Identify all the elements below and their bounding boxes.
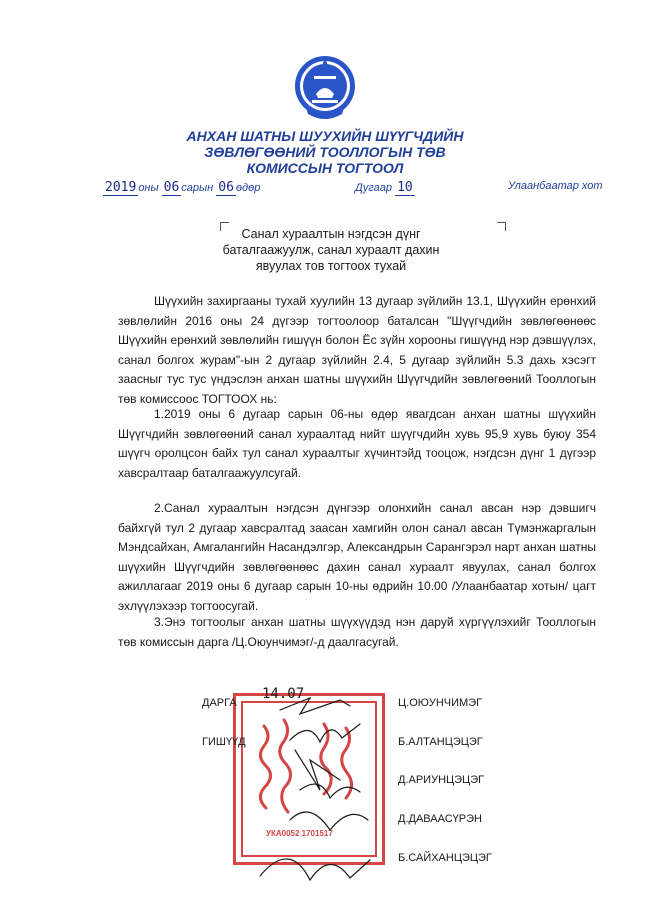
subject [215,226,447,274]
paragraph-item-2: 2.Санал хураалтын нэгдсэн дүнгээр олонхийн санал авсан нэр дэвшигч байхгүй тул 2 дугаар хавсралтад заасан хамгийн олон санал авсан Түмэнжаргалын Мэндсайхан, Амгалангийн Насандэлгэр, Александрын Сарангэрэл нарт анхан шатны шүүхийн Шүүгчдийн зөвлөгөөнөөс дахин санал хураалт явуулах, санал болгох ажиллагааг 2019 оны 6 дугаар сарын 10-ны өдрийн 10.00 /Улаанбаатар хотын/ цагт эхлүүлэхээр тогтоосугай. [118,501,596,613]
date-year: 2019 [105,180,137,195]
signatory-name-2: Б.АЛТАНЦЭЦЭГ [398,736,483,748]
date-day-label: өдөр [235,182,261,194]
paragraph-item-1: 1.2019 оны 6 дугаар сарын 06-ны өдөр явагдсан анхан шатны шүүхийн Шүүгчдийн зөвлөгөөний санал хураалтад нийт шүүгчдийн хувь 95,9 хувь буюу 354 шүүгч оролцсон байх тул санал хураалтыг хүчинтэйд тооцож, нэгдсэн дүнг 1 дүгээр хавсралтаар баталгаажуулсугай. [118,407,596,480]
signatory-name-3: Д.АРИУНЦЭЦЭГ [398,774,485,786]
org-title-line2: ЗӨВЛӨГӨӨНИЙ ТООЛЛОГЫН ТӨВ [204,144,446,160]
subject-line3: явуулах тов тогтоох тухай [255,259,407,273]
stamp-number: УКА0052 1701517 [266,829,333,838]
date-month-label: сарын [181,182,214,194]
org-title-line3: КОМИССЫН ТОГТООЛ [246,160,404,176]
paragraph-preamble: Шүүхийн захиргааны тухай хуулийн 13 дугаар зүйлийн 13.1, Шүүхийн ерөнхий зөвлөлийн 2016 оны 24 дүгээр тогтоолоор баталсан "Шүүгчдийн зөвлөгөөнөөс Шүүхийн ерөнхий зөвлөлийн гишүүн болон Ёс зүйн хорооны гишүүнд нэр дэвшүүлэх, санал болгох журам"-ын 2 дугаар зүйлийн 2.4, 5 дугаар зүйлийн 5.3 дахь хэсэгт заасныг тус тус үндэслэн анхан шатны шүүхийн Шүүгчдийн зөвлөгөөний Тооллогын төв комиссоос ТОГТООХ нь: [118,294,596,406]
chair-handwritten-date: 14.07 [262,686,305,702]
resolution-date [103,180,260,195]
date-year-label: оны [138,182,159,194]
date-day: 06 [218,180,234,195]
subject-line2: баталгаажуулж, санал хураалт дахин [222,243,440,257]
subject-line1: Санал хураалтын нэгдсэн дүнг [241,227,421,241]
handwritten-signatures [250,680,420,900]
org-title-line1: АНХАН ШАТНЫ ШУУХИЙН ШҮҮГЧДИЙН [186,128,464,144]
number-value: 10 [397,180,413,195]
date-month: 06 [163,180,180,195]
chair-role: ДАРГА [202,697,237,709]
resolution-number [355,180,415,195]
subject-bracket-right [497,222,506,231]
city: Улаанбаатар хот [508,180,603,192]
paragraph-item-3: 3.Энэ тогтоолыг анхан шатны шүүхүүдэд нэн даруй хүргүүлэхийг Тооллогын төв комиссын дарга /Ц.Оюунчимэг/-д даалгасугай. [118,615,596,649]
state-emblem-icon [292,48,358,122]
signatory-name-5: Б.САЙХАНЦЭЦЭГ [398,852,492,864]
number-label: Дугаар [355,182,393,194]
signatory-name-4: Д.ДАВААСҮРЭН [398,813,482,825]
signatory-name-1: Ц.ОЮУНЧИМЭГ [398,697,483,709]
members-role: ГИШҮҮД [202,736,246,748]
